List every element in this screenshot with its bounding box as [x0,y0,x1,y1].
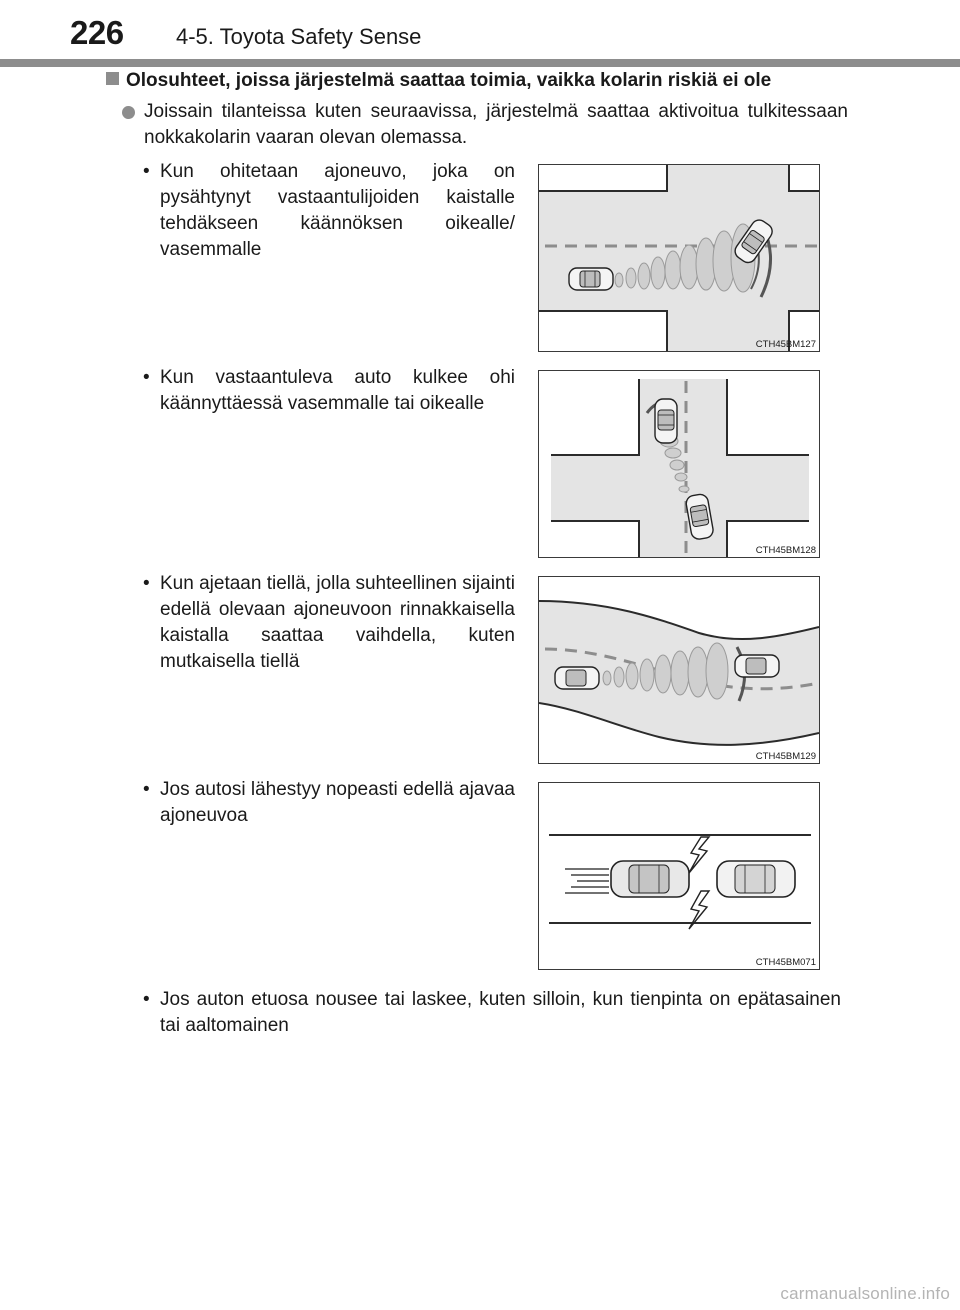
list-item [143,987,841,1039]
bullet-mark: • [143,367,150,388]
figure-code: CTH45BM071 [755,957,816,968]
list-item-text: Kun ohitetaan ajoneuvo, joka on pysähtynyt vastaantulijoiden kaistalle tehdäkseen käännöksen oikealle/ vasemmalle [160,161,515,260]
bullet-mark: • [143,779,150,800]
intro [122,99,848,151]
square-bullet-icon [106,72,119,85]
list-item [143,777,515,829]
list-item [143,571,515,675]
bullet-mark: • [143,573,150,594]
figure-oncoming-car-during-turn [538,370,820,558]
figure-winding-road [538,576,820,764]
page-number: 226 [70,14,124,51]
figure-code: CTH45BM129 [755,751,816,762]
intro-text: Joissain tilanteissa kuten seuraavissa, järjestelmä saattaa aktivoitua tulkitessaan nokkakolarin vaaran olevan olemassa. [144,101,848,148]
figure-rapid-approach [538,782,820,970]
bullet-mark: • [143,989,150,1010]
section-title: 4-5. Toyota Safety Sense [176,24,422,49]
list-item [143,159,515,263]
figure-code: CTH45BM127 [755,339,816,350]
figure-passing-stopped-vehicle [538,164,820,352]
watermark: carmanualsonline.info [780,1284,950,1303]
list-item-text: Kun vastaantuleva auto kulkee ohi käännyttäessä vasemmalle tai oikealle [160,367,515,414]
header-rule [0,59,960,67]
list-item-text: Kun ajetaan tiellä, jolla suhteellinen sijainti edellä olevaan ajoneuvoon rinnakkaisella kaistalla saattaa vaihdella, kuten mutkaisella tiellä [160,573,515,672]
list-item-text: Jos auton etuosa nousee tai laskee, kuten silloin, kun tienpinta on epätasainen tai aaltomainen [160,989,841,1036]
heading-text: Olosuhteet, joissa järjestelmä saattaa toimia, vaikka kolarin riskiä ei ole [126,70,772,91]
heading [106,70,771,92]
circle-bullet-icon [122,106,135,119]
figure-code: CTH45BM128 [755,545,816,556]
list-item [143,365,515,417]
bullet-mark: • [143,161,150,182]
list-item-text: Jos autosi lähestyy nopeasti edellä ajavaa ajoneuvoa [160,779,515,826]
